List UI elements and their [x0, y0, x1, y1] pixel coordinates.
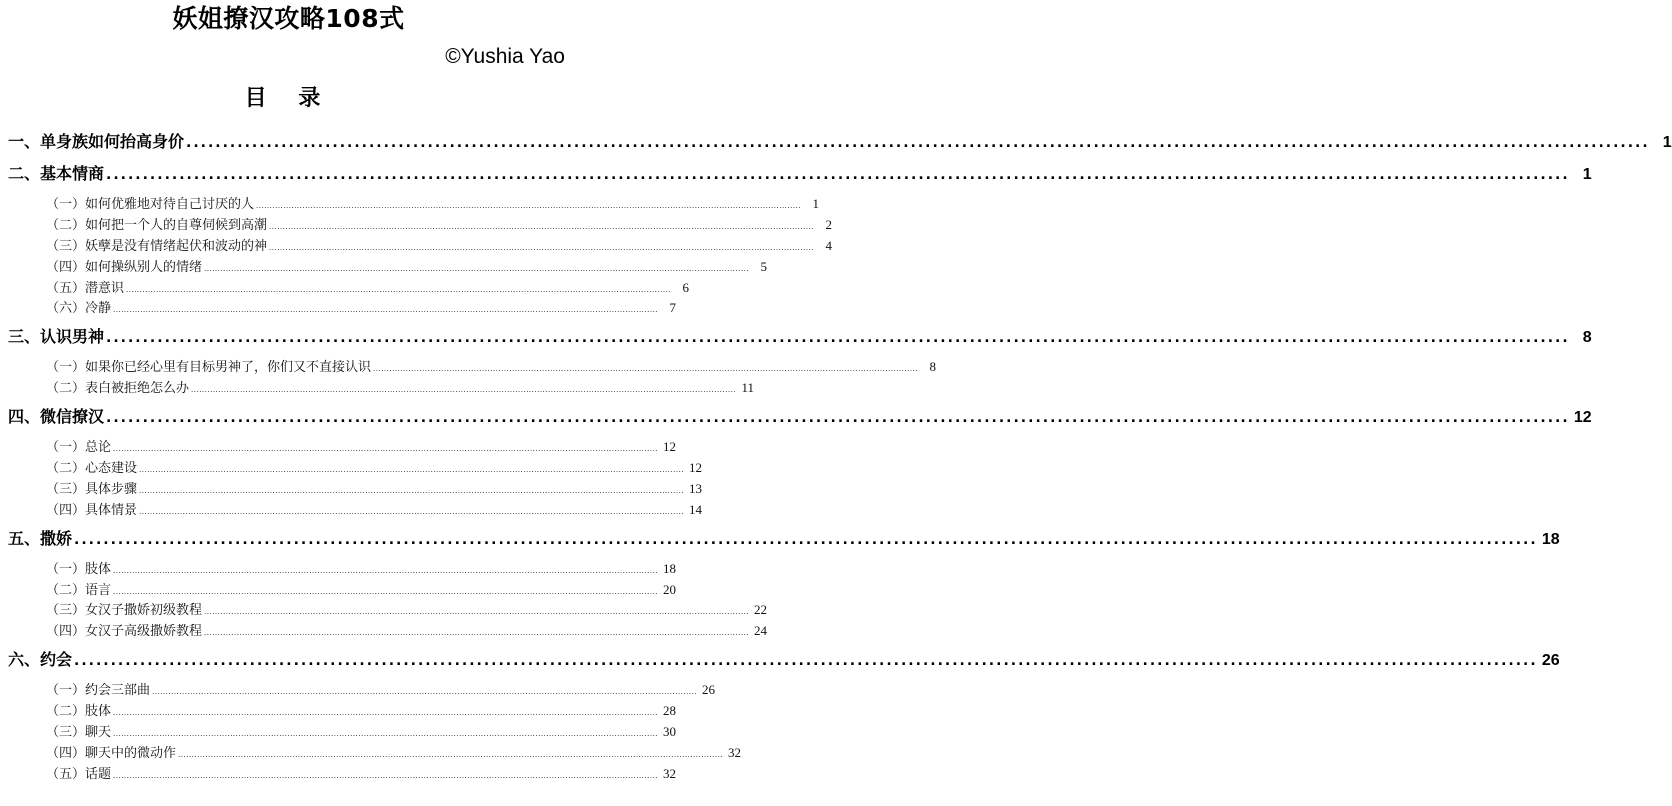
toc-section-label: 三、认识男神 — [8, 327, 105, 347]
toc-section-group — [0, 648, 1560, 784]
toc-subsection-page: 32 — [728, 744, 742, 760]
toc-subsection-label: （一）如果你已经心里有目标男神了，你们又不直接认识 — [46, 360, 372, 376]
toc-section-group — [0, 130, 1672, 154]
toc-leader-dots: ........................................................................................................................................................................................................ — [126, 285, 672, 294]
toc-section-group — [0, 405, 1592, 521]
toc-subsection-page: 32 — [663, 765, 677, 781]
toc-leader-dots: ........................................................................................................................................................................................................ — [204, 608, 750, 617]
toc-subsection-label: （三）妖孽是没有情绪起伏和波动的神 — [46, 238, 268, 254]
toc-subsection-label: （二）表白被拒绝怎么办 — [46, 381, 190, 397]
toc-section-label: 五、撒娇 — [8, 528, 73, 548]
toc-section-page: 18 — [1541, 530, 1560, 548]
toc-subsection-page: 14 — [689, 501, 703, 517]
toc-subsection-entry[interactable] — [0, 580, 677, 601]
toc-subsection-label: （四）聊天中的微动作 — [46, 745, 177, 761]
toc-section-entry[interactable] — [0, 130, 1672, 154]
toc-subsection-entry[interactable] — [0, 764, 677, 785]
toc-subsection-entry[interactable] — [0, 236, 833, 257]
toc-subsection-label: （二）如何把一个人的自尊伺候到高潮 — [46, 217, 268, 233]
toc-subsection-page: 11 — [741, 380, 755, 396]
toc-subsection-label: （四）具体情景 — [46, 502, 138, 518]
toc-leader-dots: ........................................................................................................................................................................................................ — [113, 587, 659, 596]
toc-subsection-page: 12 — [689, 460, 703, 476]
toc-leader-dots: ........................................................................................................................................................................................................ — [113, 445, 659, 454]
toc-section-group — [0, 325, 1592, 399]
toc-leader-dots: ........................................................................................................................................................................................................ — [113, 306, 659, 315]
toc-leader-dots: ........................................................................................................................................................................................................ — [106, 410, 1570, 427]
toc-leader-dots: ........................................................................................................................................................................................................ — [74, 531, 1538, 548]
toc-leader-dots: ........................................................................................................................................................................................................ — [113, 771, 659, 780]
toc-subsection-entry[interactable] — [0, 194, 820, 215]
toc-subsection-page: 1 — [812, 196, 820, 211]
toc-subsection-label: （五）潜意识 — [46, 280, 125, 296]
toc-section-page: 26 — [1541, 652, 1560, 670]
toc-leader-dots: ........................................................................................................................................................................................................ — [204, 264, 750, 273]
toc-section-group — [0, 527, 1560, 643]
toc-section-entry[interactable] — [0, 527, 1560, 551]
toc-leader-dots: ........................................................................................................................................................................................................ — [186, 135, 1650, 151]
toc-subsection-label: （四）女汉子高级撒娇教程 — [46, 624, 203, 640]
toc-subsection-entry[interactable] — [0, 500, 703, 521]
toc-subsection-page: 2 — [825, 216, 833, 232]
toc-subsection-label: （二）心态建设 — [46, 461, 138, 477]
toc-subsection-page: 12 — [663, 439, 677, 455]
toc-subsection-page: 24 — [754, 623, 768, 639]
toc-leader-dots: ........................................................................................................................................................................................................ — [74, 653, 1538, 670]
toc-heading: 目 录 — [244, 86, 333, 111]
toc-subsection-entry[interactable] — [0, 680, 716, 701]
toc-subsection-entry[interactable] — [0, 458, 703, 479]
toc-section-page: 1 — [1662, 134, 1672, 151]
table-of-contents — [0, 126, 1672, 791]
toc-section-entry[interactable] — [0, 405, 1592, 429]
toc-subsection-label: （一）如何优雅地对待自己讨厌的人 — [46, 197, 255, 212]
toc-section-page: 1 — [1582, 166, 1592, 183]
toc-subsection-label: （一）肢体 — [46, 561, 112, 577]
toc-section-label: 四、微信撩汉 — [8, 407, 105, 427]
toc-subsection-label: （五）话题 — [46, 766, 112, 782]
toc-subsection-page: 5 — [760, 258, 768, 274]
toc-leader-dots: ........................................................................................................................................................................................................ — [106, 330, 1570, 347]
toc-subsection-label: （二）肢体 — [46, 704, 112, 720]
toc-subsection-entry[interactable] — [0, 437, 677, 458]
toc-subsection-label: （三）聊天 — [46, 725, 112, 741]
toc-section-label: 二、基本情商 — [8, 164, 105, 183]
toc-leader-dots: ........................................................................................................................................................................................................ — [106, 167, 1570, 183]
toc-subsection-label: （六）冷静 — [46, 301, 112, 317]
toc-leader-dots: ........................................................................................................................................................................................................ — [178, 750, 724, 759]
toc-section-entry[interactable] — [0, 325, 1592, 349]
toc-section-label: 六、约会 — [8, 650, 73, 670]
toc-leader-dots: ........................................................................................................................................................................................................ — [139, 466, 685, 475]
toc-subsection-entry[interactable] — [0, 621, 768, 642]
toc-subsection-entry[interactable] — [0, 479, 703, 500]
toc-section-group — [0, 162, 1592, 319]
toc-leader-dots: ........................................................................................................................................................................................................ — [204, 629, 750, 638]
document-title: 妖姐撩汉攻略108式 — [172, 4, 405, 33]
toc-section-page: 12 — [1573, 409, 1592, 427]
toc-subsection-page: 13 — [689, 480, 703, 496]
toc-subsection-label: （三）具体步骤 — [46, 481, 138, 497]
toc-subsection-entry[interactable] — [0, 559, 677, 580]
author-credit: ©Yushia Yao — [445, 45, 565, 68]
toc-subsection-page: 4 — [825, 237, 833, 253]
toc-subsection-entry[interactable] — [0, 257, 768, 278]
toc-subsection-label: （三）女汉子撒娇初级教程 — [46, 603, 203, 619]
toc-leader-dots: ........................................................................................................................................................................................................ — [269, 243, 815, 252]
toc-section-entry[interactable] — [0, 162, 1592, 186]
toc-subsection-label: （二）语言 — [46, 582, 112, 598]
toc-subsection-page: 18 — [663, 560, 677, 576]
toc-subsection-entry[interactable] — [0, 722, 677, 743]
toc-subsection-label: （一）总论 — [46, 440, 112, 456]
toc-leader-dots: ........................................................................................................................................................................................................ — [152, 688, 698, 697]
toc-subsection-entry[interactable] — [0, 600, 768, 621]
toc-subsection-entry[interactable] — [0, 278, 690, 299]
toc-leader-dots: ........................................................................................................................................................................................................ — [191, 386, 737, 395]
toc-subsection-page: 7 — [669, 300, 677, 316]
toc-leader-dots: ........................................................................................................................................................................................................ — [113, 566, 659, 575]
toc-leader-dots: ........................................................................................................................................................................................................ — [373, 365, 919, 374]
toc-subsection-entry[interactable] — [0, 298, 677, 319]
toc-leader-dots: ........................................................................................................................................................................................................ — [269, 222, 815, 231]
toc-subsection-entry[interactable] — [0, 701, 677, 722]
toc-leader-dots: ........................................................................................................................................................................................................ — [139, 486, 685, 495]
toc-subsection-entry[interactable] — [0, 215, 833, 236]
toc-subsection-entry[interactable] — [0, 378, 755, 399]
toc-subsection-page: 30 — [663, 724, 677, 740]
toc-subsection-page: 22 — [754, 602, 768, 618]
toc-subsection-entry[interactable] — [0, 357, 937, 378]
toc-section-label: 一、单身族如何抬高身价 — [8, 132, 185, 151]
toc-subsection-label: （一）约会三部曲 — [46, 683, 151, 699]
toc-subsection-page: 8 — [929, 359, 937, 375]
toc-subsection-page: 28 — [663, 703, 677, 719]
toc-subsection-page: 26 — [702, 682, 716, 698]
toc-leader-dots: ........................................................................................................................................................................................................ — [256, 202, 802, 210]
toc-leader-dots: ........................................................................................................................................................................................................ — [139, 507, 685, 516]
toc-leader-dots: ........................................................................................................................................................................................................ — [113, 709, 659, 718]
toc-leader-dots: ........................................................................................................................................................................................................ — [113, 730, 659, 739]
toc-subsection-label: （四）如何操纵别人的情绪 — [46, 259, 203, 275]
toc-subsection-page: 6 — [682, 279, 690, 295]
toc-subsection-entry[interactable] — [0, 743, 742, 764]
toc-subsection-page: 20 — [663, 581, 677, 597]
toc-section-entry[interactable] — [0, 648, 1560, 672]
toc-section-page: 8 — [1582, 329, 1592, 347]
